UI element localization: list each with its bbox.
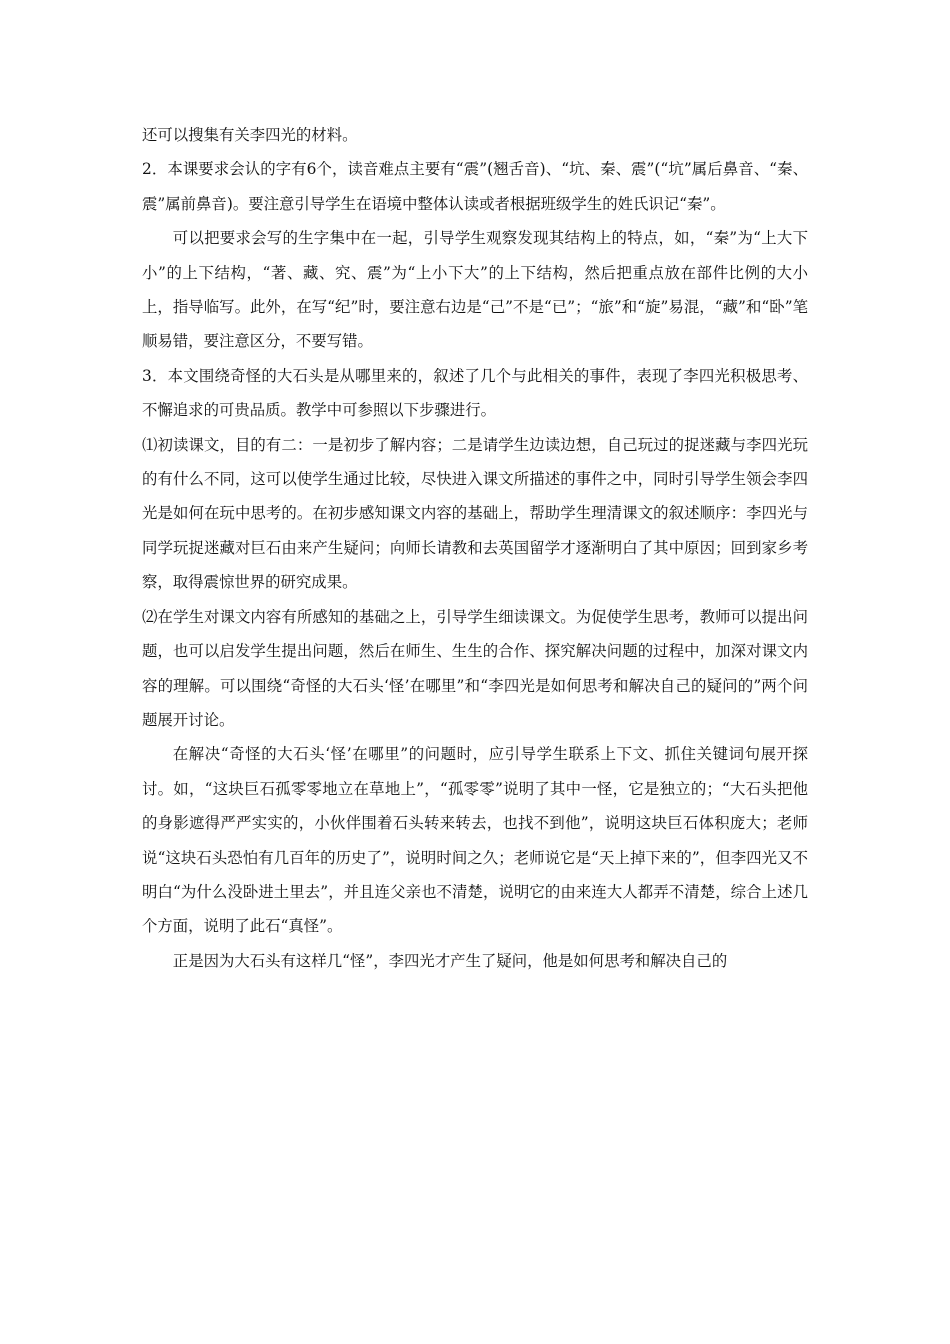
paragraph-4: 3．本文围绕奇怪的大石头是从哪里来的，叙述了几个与此相关的事件，表现了李四光积极思考、不懈追求的可贵品质。教学中可参照以下步骤进行。 xyxy=(142,366,808,420)
paragraph-7: 在解决“奇怪的大石头‘怪’在哪里”的问题时，应引导学生联系上下文、抓住关键词句展开探讨。如，“这块巨石孤零零地立在草地上”，“孤零零”说明了其中一怪，它是独立的；“大石头把他的身影遮得严严实实的，小伙伴围着石头转来转去，也找不到他”，说明这块巨石体积庞大；老师说“这块石头恐怕有几百年的历史了”，说明时间之久；老师说它是“天上掉下来的”，但李四光又不明白“为什么没卧进土里去”，并且连父亲也不清楚，说明它的由来连大人都弄不清楚，综合上述几个方面，说明了此石“真怪”。 xyxy=(142,745,808,936)
paragraph-5: ⑴初读课文，目的有二：一是初步了解内容；二是请学生边读边想，自己玩过的捉迷藏与李四光玩的有什么不同，这可以使学生通过比较，尽快进入课文所描述的事件之中，同时引导学生领会李四光是如何在玩中思考的。在初步感知课文内容的基础上，帮助学生理清课文的叙述顺序：李四光与同学玩捉迷藏对巨石由来产生疑问；向师长请教和去英国留学才逐渐明白了其中原因；回到家乡考察，取得震惊世界的研究成果。 xyxy=(142,435,808,592)
paragraph-6: ⑵在学生对课文内容有所感知的基础之上，引导学生细读课文。为促使学生思考，教师可以提出问题，也可以启发学生提出问题，然后在师生、生生的合作、探究解决问题的过程中，加深对课文内容的理解。可以围绕“奇怪的大石头‘怪’在哪里”和“李四光是如何思考和解决自己的疑问的”两个问题展开讨论。 xyxy=(142,607,808,729)
paragraph-1: 还可以搜集有关李四光的材料。 xyxy=(142,126,358,144)
paragraph-2: 2．本课要求会认的字有6个，读音难点主要有“震”(翘舌音)、“坑、秦、震”(“坑”属后鼻音、“秦、震”属前鼻音)。要注意引导学生在语境中整体认读或者根据班级学生的姓氏识记“秦”。 xyxy=(142,160,808,213)
paragraph-3: 可以把要求会写的生字集中在一起，引导学生观察发现其结构上的特点，如，“秦”为“上大下小”的上下结构，“著、藏、究、震”为“上小下大”的上下结构，然后把重点放在部件比例的大小上，指导临写。此外，在写“纪”时，要注意右边是“己”不是“已”；“旅”和“旋”易混，“藏”和“卧”笔顺易错，要注意区分，不要写错。 xyxy=(142,229,808,351)
document-body xyxy=(142,118,808,978)
paragraph-8: 正是因为大石头有这样几“怪”，李四光才产生了疑问，他是如何思考和解决自己的 xyxy=(172,951,728,970)
